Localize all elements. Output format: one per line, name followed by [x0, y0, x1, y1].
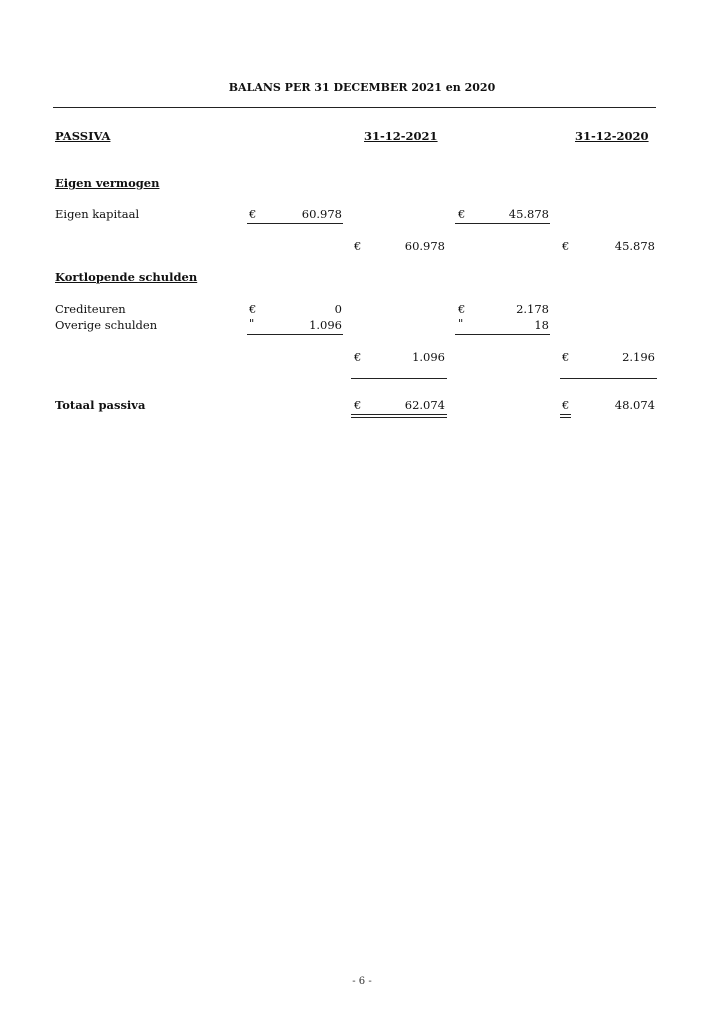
value-eigen-kapitaal-2021: 60.978	[301, 207, 342, 221]
page-number: - 6 -	[352, 976, 372, 987]
currency-symbol: €	[249, 302, 257, 316]
total-passiva-2021: 62.074	[404, 398, 445, 412]
ditto-mark: "	[249, 316, 255, 330]
column-header-2020: 31-12-2020	[575, 129, 649, 143]
currency-symbol: €	[562, 398, 570, 412]
document-title: BALANS PER 31 DECEMBER 2021 en 2020	[228, 81, 496, 94]
label-overige-schulden: Overige schulden	[55, 318, 158, 332]
currency-symbol: €	[562, 239, 570, 253]
column-header-2021: 31-12-2021	[364, 129, 438, 143]
label-totaal-passiva: Totaal passiva	[55, 398, 146, 412]
underline-overige-schulden-2021	[247, 334, 343, 335]
currency-symbol: €	[458, 207, 466, 221]
title-divider	[53, 107, 656, 108]
value-overige-schulden-2020: 18	[534, 318, 549, 332]
underline-eigen-kapitaal-2020	[455, 223, 550, 224]
label-eigen-kapitaal: Eigen kapitaal	[55, 207, 140, 221]
heading-eigen-vermogen: Eigen vermogen	[55, 176, 160, 190]
underline-eigen-kapitaal-2021	[247, 223, 343, 224]
underline-overige-schulden-2020	[455, 334, 550, 335]
heading-kortlopende-schulden: Kortlopende schulden	[55, 270, 198, 284]
sum-line-2021	[351, 378, 447, 379]
total-passiva-2020: 48.074	[614, 398, 655, 412]
value-overige-schulden-2021: 1.096	[309, 318, 342, 332]
value-crediteuren-2020: 2.178	[516, 302, 549, 316]
value-crediteuren-2021: 0	[334, 302, 342, 316]
currency-symbol: €	[562, 350, 570, 364]
double-underline-2020-bottom	[560, 417, 571, 418]
sum-line-2020	[560, 378, 657, 379]
currency-symbol: €	[354, 350, 362, 364]
currency-symbol: €	[354, 239, 362, 253]
label-crediteuren: Crediteuren	[55, 302, 126, 316]
double-underline-2021-bottom	[351, 417, 447, 418]
subtotal-eigen-vermogen-2020: 45.878	[614, 239, 655, 253]
subtotal-kortlopende-schulden-2021: 1.096	[412, 350, 445, 364]
subtotal-eigen-vermogen-2021: 60.978	[404, 239, 445, 253]
currency-symbol: €	[458, 302, 466, 316]
value-eigen-kapitaal-2020: 45.878	[508, 207, 549, 221]
currency-symbol: €	[249, 207, 257, 221]
currency-symbol: €	[354, 398, 362, 412]
double-underline-2020-top	[560, 414, 571, 415]
subtotal-kortlopende-schulden-2020: 2.196	[622, 350, 655, 364]
section-header-passiva: PASSIVA	[55, 129, 111, 143]
double-underline-2021-top	[351, 414, 447, 415]
ditto-mark: "	[458, 316, 464, 330]
